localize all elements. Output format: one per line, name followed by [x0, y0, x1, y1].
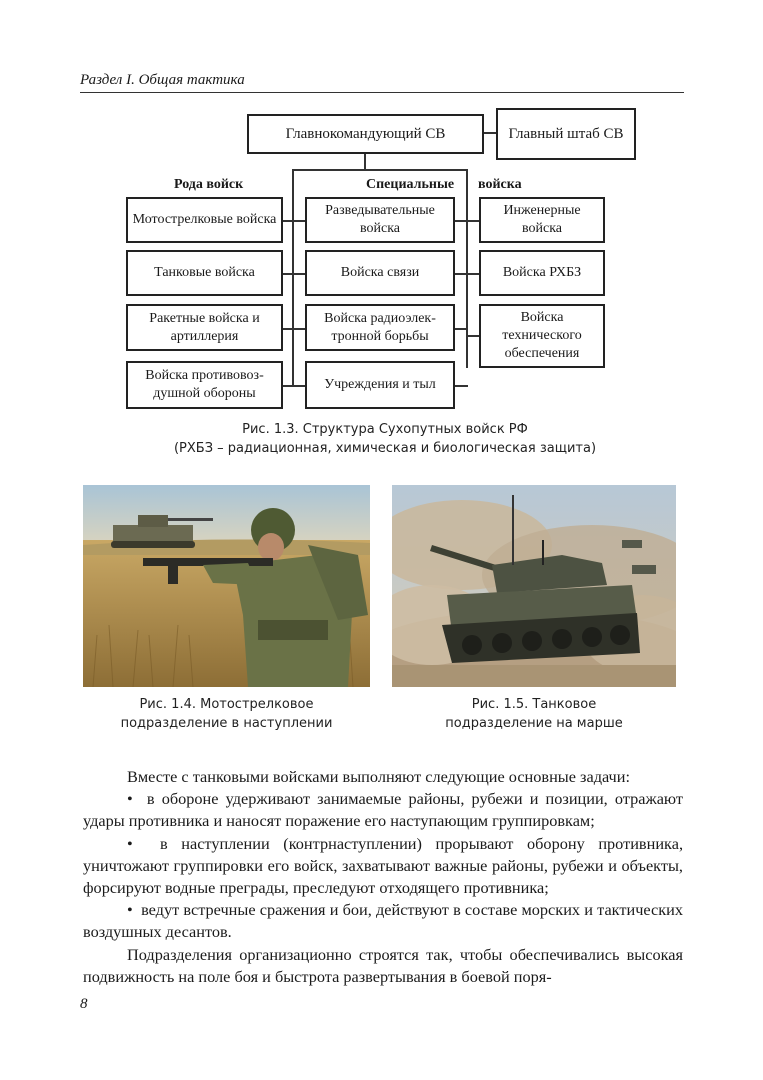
group-label-branches: Рода войск	[174, 177, 244, 192]
connector-hbar	[292, 169, 468, 171]
caption-line: (РХБЗ – радиационная, химическая и биологическая защита)	[173, 441, 597, 456]
connector-m2	[292, 273, 306, 275]
bullet-text: в наступлении (контрнаступлении) прорывают оборону противника, уничтожают группировки его войск, захватывают важные районы, рубежи и объекты, форсируют водные преграды, преследуют отходящего противника;	[83, 833, 684, 898]
caption-line: подразделение в наступлении	[120, 716, 333, 731]
body-bullet	[83, 899, 683, 943]
connector-vert-right	[466, 169, 468, 368]
group-label-troops: войска	[478, 177, 522, 192]
org-box-engineer: Инженерные войска	[479, 197, 605, 243]
connector-r1	[466, 220, 480, 222]
org-box-technical: Войска технического обеспечения	[479, 304, 605, 368]
figure-caption-1-4	[83, 695, 370, 733]
connector-m4	[292, 385, 306, 387]
figure-caption-1-3	[120, 420, 650, 458]
group-label-special: Специальные	[366, 177, 455, 192]
bullet-text: ведут встречные сражения и бои, действуют в составе морских и тактических воздушных десантов.	[83, 900, 684, 942]
org-box-air-defense: Войска противовоз-душной обороны	[126, 361, 283, 409]
caption-line: Рис. 1.3. Структура Сухопутных войск РФ	[242, 422, 528, 437]
org-box-ew: Войска радиоэлек-тронной борьбы	[305, 304, 455, 351]
photo-tank-on-march	[392, 485, 676, 687]
body-bullet	[83, 833, 683, 900]
caption-line: подразделение на марше	[445, 716, 623, 731]
body-bullet	[83, 788, 683, 832]
connector-r2	[466, 273, 480, 275]
org-box-commander: Главнокомандующий СВ	[247, 114, 484, 154]
org-box-nbc: Войска РХБЗ	[479, 250, 605, 296]
org-box-signals: Войска связи	[305, 250, 455, 296]
connector-top-staff	[483, 132, 497, 134]
bullet-icon: •	[127, 900, 142, 920]
connector-m1	[292, 220, 306, 222]
body-closing: Подразделения организационно строятся так, чтобы обеспечивались высокая подвижность на поле боя и быстрота развертывания в боевой поря-	[83, 944, 683, 986]
caption-line: Рис. 1.5. Танковое	[471, 697, 597, 712]
page-number: 8	[80, 996, 88, 1012]
connector-vert-left	[292, 169, 294, 386]
org-box-main-staff: Главный штаб СВ	[496, 108, 636, 160]
photo-motor-rifle-soldier	[83, 485, 370, 687]
bullet-text: в обороне удерживают занимаемые районы, рубежи и позиции, отражают удары противника и наносят поражение его наступающим группировкам;	[83, 789, 683, 831]
connector-mr4	[454, 385, 468, 387]
org-box-tank: Танковые войска	[126, 250, 283, 296]
connector-mr3	[454, 328, 468, 330]
body-text	[83, 766, 683, 988]
org-box-missile-artillery: Ракетные войска и артиллерия	[126, 304, 283, 351]
bullet-icon: •	[127, 789, 147, 809]
org-box-logistics: Учреждения и тыл	[305, 361, 455, 409]
org-box-reconnaissance: Разведывательные войска	[305, 197, 455, 243]
section-header: Раздел I. Общая тактика	[80, 72, 245, 88]
body-intro: Вместе с танковыми войсками выполняют следующие основные задачи:	[127, 767, 630, 786]
bullet-icon: •	[127, 833, 160, 853]
header-rule	[80, 92, 684, 93]
figure-caption-1-5	[392, 695, 676, 733]
caption-line: Рис. 1.4. Мотострелковое	[139, 697, 314, 712]
org-box-motor-rifle: Мотострелковые войска	[126, 197, 283, 243]
connector-trunk	[364, 152, 366, 170]
connector-r3	[466, 335, 480, 337]
connector-m3	[292, 328, 306, 330]
